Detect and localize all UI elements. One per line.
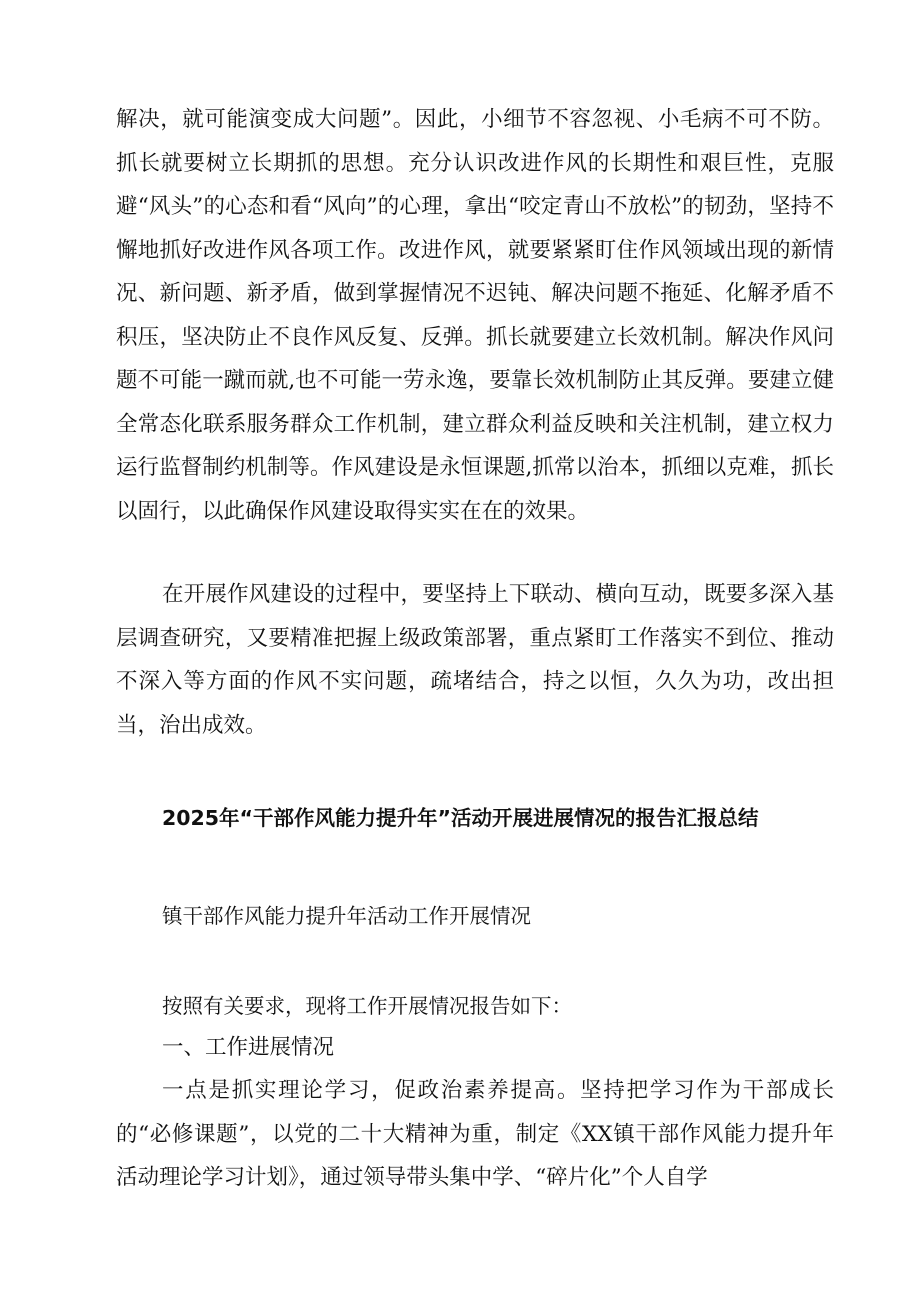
body-paragraph-2: 在开展作风建设的过程中，要坚持上下联动、横向互动，既要多深入基层调查研究，又要精准把握上级政策部署，重点紧盯工作落实不到位、推动不深入等方面的作风不实问题，疏堵结合，持之以恒，久久为功，改出担当，治出成效。 bbox=[116, 582, 834, 738]
intro-line: 按照有关要求，现将工作开展情况报告如下： bbox=[162, 994, 572, 1018]
report-subtitle: 镇干部作风能力提升年活动工作开展情况 bbox=[162, 904, 531, 928]
section-heading-1: 一、工作进展情况 bbox=[162, 1035, 335, 1060]
body-paragraph-1: 解决，就可能演变成大问题”。因此，小细节不容忽视、小毛病不可不防。抓长就要树立长期抓的思想。充分认识改进作风的长期性和艰巨性，克服避“风头”的心态和看“风向”的心理，拿出“咬定青山不放松”的韧劲，坚持不懈地抓好改进作风各项工作。改进作风，就要紧紧盯住作风领域出现的新情况、新问题、新矛盾，做到掌握情况不迟钝、解决问题不拖延、化解矛盾不积压，坚决防止不良作风反复、反弹。抓长就要建立长效机制。解决作风问题不可能一蹴而就,也不可能一劳永逸，要靠长效机制防止其反弹。要建立健全常态化联系服务群众工作机制，建立群众利益反映和关注机制，建立权力运行监督制约机制等。作风建设是永恒课题,抓常以治本，抓细以克难，抓长以固行，以此确保作风建设取得实实在在的效果。 bbox=[116, 107, 834, 524]
report-title: 2025年“干部作风能力提升年”活动开展进展情况的报告汇报总结 bbox=[162, 806, 759, 830]
body-paragraph-3: 一点是抓实理论学习，促政治素养提高。坚持把学习作为干部成长的“必修课题”，以党的二十大精神为重，制定《XX镇干部作风能力提升年活动理论学习计划》，通过领导带头集中学、“碎片化”个人自学 bbox=[116, 1078, 834, 1190]
